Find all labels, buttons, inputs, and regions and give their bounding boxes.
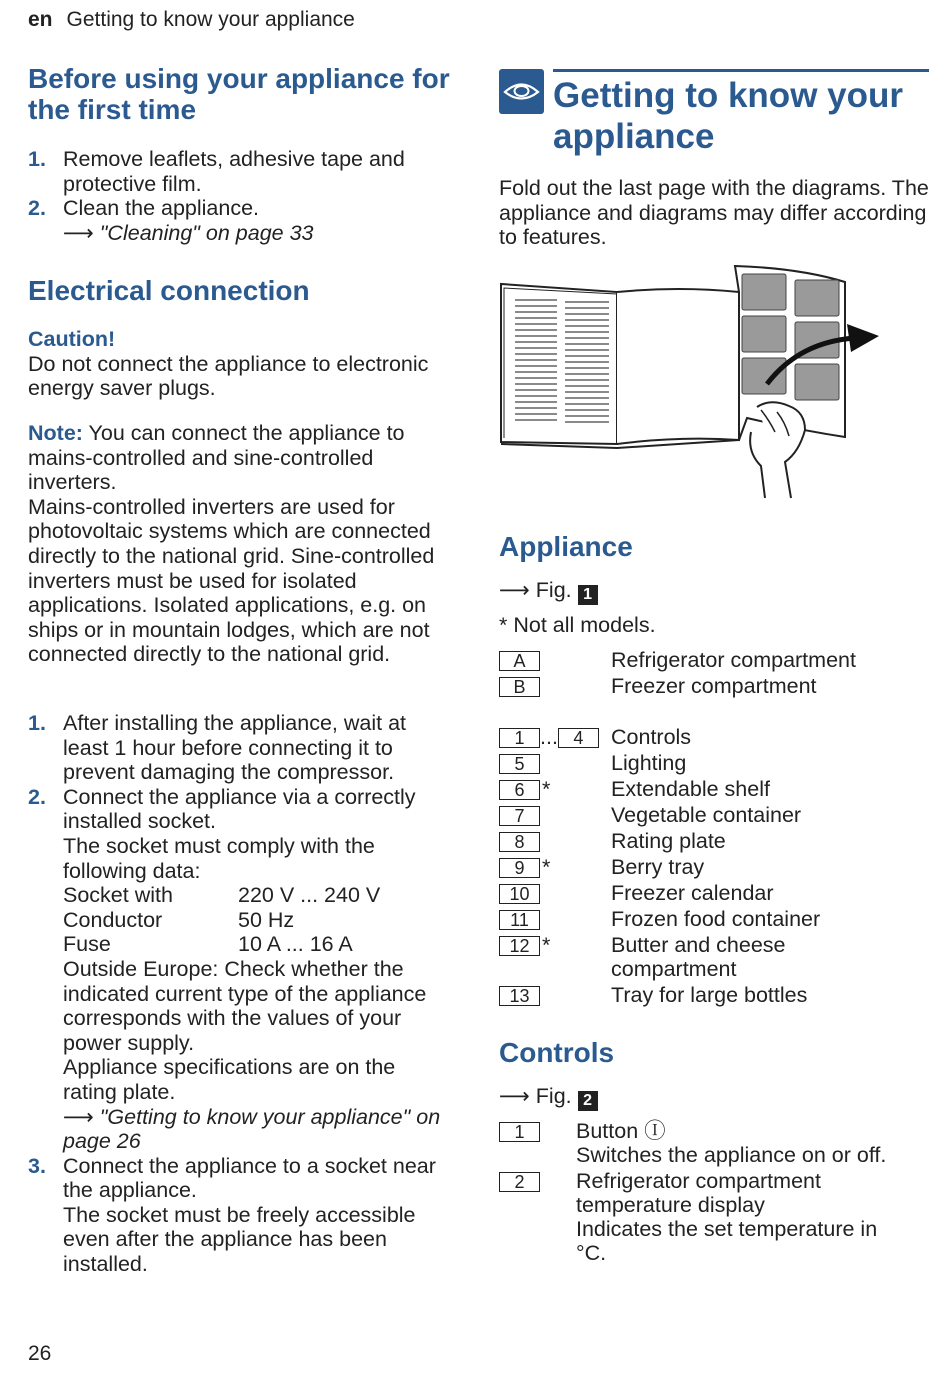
list-item <box>28 711 453 785</box>
step-text: Clean the appliance. <box>63 196 260 221</box>
legend-label: Lighting <box>611 751 687 775</box>
legend-code: B <box>499 677 540 697</box>
outside-europe-text: Outside Europe: Check whether the indicated current type of the appliance corresponds with the values of your power supply. <box>63 956 427 1055</box>
fig-label: ⟶ Fig. <box>499 1084 572 1108</box>
spec-key: Conductor <box>63 907 163 932</box>
electrical-steps <box>28 711 453 1277</box>
legend-item <box>499 907 821 931</box>
step-text-2: The socket must comply with the following data: <box>63 833 375 883</box>
electrical-section <box>28 275 453 306</box>
legend-code: 6 <box>499 780 540 800</box>
spec-value: 10 A ... 16 A <box>238 932 353 957</box>
legend-label: Frozen food container <box>611 907 821 931</box>
legend-label-line: Butter and cheese <box>611 933 786 957</box>
legend-label: Freezer calendar <box>611 881 774 905</box>
note-text: You can connect the appliance to mains-controlled and sine-controlled inverters. <box>28 421 405 495</box>
legend-label: Controls <box>611 725 692 749</box>
note-text-2: Mains-controlled inverters are used for photovoltaic systems which are connected directly to the national grid. Sine-controlled inverters must be used for isolated applications. Isolated applications, e.g. on ships or in mountain lodges, which are not connected directly to the national grid. <box>28 494 435 667</box>
legend-code: 10 <box>499 884 540 904</box>
note-block <box>28 421 448 667</box>
optional-marker: * <box>542 933 551 957</box>
optional-marker: * <box>542 777 551 801</box>
fold-out-illustration <box>499 262 889 502</box>
fig-number-badge: 1 <box>578 585 598 605</box>
appliance-heading: Appliance <box>499 531 633 562</box>
eye-icon <box>499 69 544 114</box>
step-number: 1. <box>28 147 46 171</box>
control-code: 2 <box>499 1172 540 1192</box>
legend-item <box>499 983 808 1007</box>
legend-code: 7 <box>499 806 540 826</box>
legend-code: 1 <box>499 728 540 748</box>
spec-key: Fuse <box>63 932 111 957</box>
appliance-fig-ref[interactable] <box>499 578 598 605</box>
spec-row <box>63 883 453 908</box>
legend-range-dots: ... <box>540 725 558 749</box>
list-item <box>28 147 453 196</box>
step-number: 2. <box>28 784 46 809</box>
caution-block <box>28 327 448 401</box>
spec-row <box>63 932 453 957</box>
legend-item <box>499 648 856 672</box>
note-label: Note: <box>28 421 83 445</box>
legend-label: Tray for large bottles <box>611 983 808 1007</box>
control-description <box>576 1169 896 1265</box>
list-item <box>28 785 453 1154</box>
legend-item <box>499 777 770 801</box>
control-item <box>499 1169 929 1265</box>
before-use-section <box>28 63 453 125</box>
intro-text: Fold out the last page with the diagrams. The appliance and diagrams may differ according to features. <box>499 176 929 250</box>
page-header <box>28 8 355 32</box>
step-text-2: The socket must be freely accessible even after the appliance has been installed. <box>63 1202 416 1277</box>
legend-label: Refrigerator compartment <box>611 648 856 672</box>
step-number: 3. <box>28 1153 46 1178</box>
legend-label <box>611 933 786 981</box>
running-title: Getting to know your appliance <box>66 8 355 31</box>
legend-item <box>499 725 692 749</box>
cross-reference-link[interactable]: ⟶ "Cleaning" on page 33 <box>63 220 314 245</box>
list-item <box>28 196 453 245</box>
spec-key: Socket with <box>63 883 173 908</box>
legend-label: Vegetable container <box>611 803 802 827</box>
before-use-heading: Before using your appliance for the first time <box>28 63 450 125</box>
legend-code: 5 <box>499 754 540 774</box>
control-code: 1 <box>499 1122 540 1142</box>
caution-label: Caution! <box>28 327 116 351</box>
controls-heading: Controls <box>499 1037 615 1068</box>
legend-code: A <box>499 651 540 671</box>
electrical-heading: Electrical connection <box>28 275 310 306</box>
controls-fig-ref[interactable] <box>499 1084 598 1111</box>
legend-label: Extendable shelf <box>611 777 770 801</box>
legend-item <box>499 674 817 698</box>
legend-item <box>499 881 774 905</box>
step-number: 1. <box>28 711 46 735</box>
legend-code: 9 <box>499 858 540 878</box>
optional-marker: * <box>542 855 551 879</box>
page-number: 26 <box>28 1342 52 1365</box>
models-note: * Not all models. <box>499 613 656 637</box>
legend-label: Berry tray <box>611 855 705 879</box>
specifications-text: Appliance specifications are on the rating plate. <box>63 1055 396 1104</box>
fig-number-badge: 2 <box>578 1091 598 1111</box>
spec-value: 50 Hz <box>238 907 295 932</box>
legend-code: 13 <box>499 986 540 1006</box>
legend-code: 11 <box>499 910 540 930</box>
legend-item <box>499 803 802 827</box>
step-text: Connect the appliance to a socket near the appliance. <box>63 1153 436 1203</box>
fig-label: ⟶ Fig. <box>499 578 572 602</box>
legend-label: Freezer compartment <box>611 674 817 698</box>
legend-code: 12 <box>499 936 540 956</box>
spec-row <box>63 908 453 933</box>
caution-text: Do not connect the appliance to electronic energy saver plugs. <box>28 351 429 401</box>
list-item <box>28 1154 453 1277</box>
title-rule <box>553 69 929 72</box>
control-label: Refrigerator compartment temperature display <box>576 1169 821 1217</box>
legend-item <box>499 855 705 879</box>
legend-item <box>499 751 687 775</box>
control-desc: Indicates the set temperature in °C. <box>576 1217 878 1265</box>
spec-value: 220 V ... 240 V <box>238 883 381 908</box>
legend-code: 8 <box>499 832 540 852</box>
control-description <box>576 1119 931 1167</box>
legend-item <box>499 933 786 981</box>
page-title: Getting to know your appliance <box>553 76 903 156</box>
step-text: Remove leaflets, adhesive tape and protective film. <box>63 147 405 196</box>
step-text: After installing the appliance, wait at least 1 hour before connecting it to prevent damaging the compressor. <box>63 711 407 785</box>
legend-label: Rating plate <box>611 829 726 853</box>
before-use-steps <box>28 147 453 245</box>
control-label: Button Ⓘ <box>576 1119 666 1143</box>
legend-item <box>499 829 726 853</box>
step-number: 2. <box>28 196 46 221</box>
language-code: en <box>28 8 53 31</box>
legend-label-line: compartment <box>611 957 737 981</box>
control-item <box>499 1119 929 1167</box>
step-text: Connect the appliance via a correctly installed socket. <box>63 784 416 834</box>
control-desc: Switches the appliance on or off. <box>576 1143 887 1167</box>
legend-code: 4 <box>558 728 599 748</box>
cross-reference-link[interactable]: ⟶ "Getting to know your appliance" on page 26 <box>63 1104 441 1154</box>
